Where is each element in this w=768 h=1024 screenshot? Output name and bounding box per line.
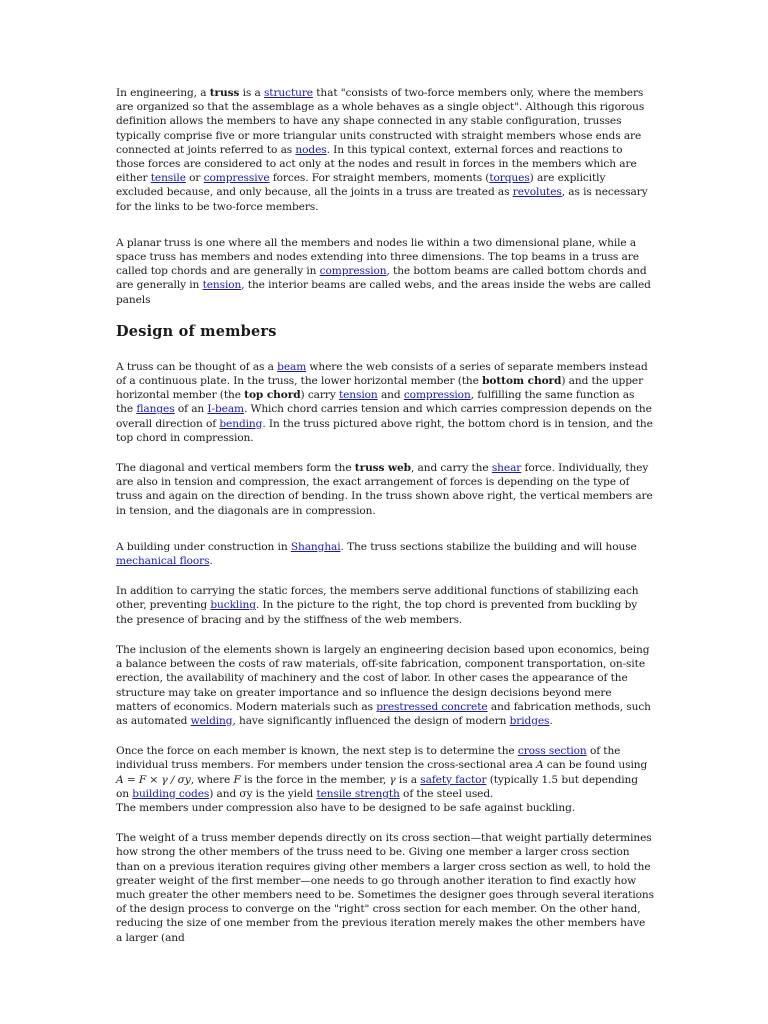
- text: A building under construction in: [116, 540, 291, 553]
- text: of an: [174, 403, 208, 416]
- text: ) and σy is the yield: [209, 787, 317, 800]
- link-flanges[interactable]: flanges: [136, 403, 175, 416]
- link-mechanical-floors[interactable]: mechanical floors: [116, 555, 210, 568]
- text: In addition to carrying the static forces, the members serve additional functions of stabilizing each other, preventing: [116, 585, 639, 612]
- paragraph-truss-definition: [116, 86, 654, 214]
- paragraph-planar-truss: [116, 236, 654, 307]
- section-heading-design-of-members: Design of members: [116, 322, 277, 340]
- link-tensile[interactable]: tensile: [150, 172, 186, 185]
- link-tensile-strength[interactable]: tensile strength: [316, 787, 400, 800]
- paragraph-truss-web: [116, 461, 654, 518]
- text: , the interior beams are called webs, and the areas inside the webs are called panels: [116, 279, 651, 306]
- text: ) carry: [300, 389, 339, 402]
- link-structure[interactable]: structure: [263, 87, 313, 99]
- link-bridges[interactable]: bridges: [509, 714, 550, 727]
- text: , and carry the: [410, 462, 492, 475]
- term-top-chord: top chord: [244, 389, 301, 402]
- link-shanghai[interactable]: Shanghai: [290, 540, 341, 553]
- paragraph-beam-analogy: [116, 360, 654, 445]
- var-f: F: [233, 773, 241, 786]
- paragraph-shanghai-caption: [116, 540, 654, 568]
- text: , as is necessary for the links to be two-force members.: [116, 186, 648, 213]
- text: of the steel used.: [399, 787, 494, 800]
- text: forces. For straight members, moments (: [269, 172, 490, 185]
- term-bottom-chord: bottom chord: [482, 375, 562, 388]
- link-building-codes[interactable]: building codes: [132, 787, 210, 800]
- text: The diagonal and vertical members form the: [116, 462, 355, 475]
- link-torques[interactable]: torques: [489, 172, 530, 185]
- link-shear[interactable]: shear: [491, 462, 522, 475]
- text: . The truss sections stabilize the building and will house: [340, 540, 637, 553]
- text: . Which chord carries tension and which carries compression depends on the overall direction of: [116, 403, 652, 430]
- var-a: A: [535, 759, 544, 772]
- text: , have significantly influenced the design of modern: [232, 714, 510, 727]
- link-revolutes[interactable]: revolutes: [512, 186, 562, 199]
- text: . In this typical context, external forces and reactions to those forces are considered to act only at the nodes and result in forces in the members which are either: [116, 143, 637, 185]
- text: In engineering, a: [116, 87, 210, 99]
- link-bending[interactable]: bending: [219, 417, 263, 430]
- link-compression[interactable]: compression: [319, 265, 387, 278]
- link-buckling[interactable]: buckling: [210, 599, 256, 612]
- link-cross-section[interactable]: cross section: [517, 745, 587, 758]
- link-tension[interactable]: tension: [338, 389, 378, 402]
- text: .: [549, 714, 553, 727]
- text: and: [377, 389, 404, 402]
- term-truss: truss: [209, 87, 240, 99]
- text: , fulfilling the same function as the: [116, 389, 635, 416]
- text: (typically 1.5 but depending on: [116, 773, 638, 800]
- text: Once the force on each member is known, the next step is to determine the: [116, 745, 518, 758]
- link-beam[interactable]: beam: [277, 360, 307, 373]
- link-i-beam[interactable]: I-beam: [207, 403, 244, 416]
- link-welding[interactable]: welding: [190, 714, 233, 727]
- term-truss-web: truss web: [354, 462, 411, 475]
- text: A truss can be thought of as a: [116, 360, 278, 373]
- link-compressive[interactable]: compressive: [203, 172, 270, 185]
- link-tension[interactable]: tension: [202, 279, 242, 292]
- text: can be found using: [543, 759, 648, 772]
- text: The inclusion of the elements shown is largely an engineering decision based upon economics, being a balance between the costs of raw materials, off-site fabrication, component transportation, on-site erection, the availability of machinery and the cost of labor. In other cases the appearance of the structure may take on greater importance and so influence the design decisions beyond mere matters of economics. Modern materials such as: [116, 643, 650, 713]
- paragraph-economics: [116, 643, 654, 728]
- paragraph-cross-section: [116, 744, 654, 815]
- text: is the force in the member,: [240, 773, 390, 786]
- text: of the individual truss members. For members under tension the cross-sectional area: [116, 745, 621, 772]
- text: where the web consists of a series of separate members instead of a continuous plate. In the truss, the lower horizontal member (the: [116, 360, 648, 388]
- formula-area: A = F × γ / σy: [116, 773, 191, 786]
- link-compression[interactable]: compression: [403, 389, 471, 402]
- text: force. Individually, they are also in tension and compression, the exact arrangement of forces is depending on the type of truss and again on the direction of bending. In the truss shown above right, the vertical members are in tension, and the diagonals are in compression.: [116, 462, 653, 517]
- text: ) are explicitly excluded because, and only because, all the joints in a truss are treated as: [116, 172, 606, 199]
- link-prestressed-concrete[interactable]: prestressed concrete: [376, 700, 488, 713]
- text: is a: [239, 87, 264, 99]
- text: The members under compression also have to be designed to be safe against buckling.: [116, 801, 576, 814]
- text: is a: [395, 773, 421, 786]
- text: and fabrication methods, such as automated: [116, 700, 651, 727]
- text: The weight of a truss member depends directly on its cross section—that weight partially determines how strong the other members of the truss need to be. Giving one member a larger cross section than on a previous iteration requires giving other members a larger cross section as well, to hold the greater weight of the first member—one needs to go through another iteration to find exactly how much greater the other members need to be. Sometimes the designer goes through several iterations of the design process to converge on the "right" cross section for each member. On the other hand, reducing the size of one member from the previous iteration merely makes the other members have a larger (and: [116, 832, 654, 944]
- text: or: [185, 172, 204, 185]
- paragraph-weight-iteration: [116, 831, 654, 945]
- text: ) and the upper horizontal member (the: [116, 375, 644, 402]
- text: , the bottom beams are called bottom chords and are generally in: [116, 265, 647, 292]
- text: A planar truss is one where all the members and nodes lie within a two dimensional plane, while a space truss has members and nodes extending into three dimensions. The top beams in a truss are called top chords and are generally in: [116, 236, 639, 278]
- text: that "consists of two-force members only, where the members are organized so that the assemblage as a whole behaves as a single object". Although this rigorous definition allows the members to have any shape connected in any stable configuration, trusses typically comprise five or more triangular units constructed with straight members whose ends are connected at joints referred to as: [116, 87, 645, 156]
- text: . In the picture to the right, the top chord is prevented from buckling by the presence of bracing and by the stiffness of the web members.: [116, 599, 638, 626]
- paragraph-stabilizing: [116, 584, 654, 627]
- var-gamma: γ: [389, 773, 396, 786]
- text: . In the truss pictured above right, the bottom chord is in tension, and the top chord in compression.: [116, 417, 653, 444]
- text: , where: [190, 773, 234, 786]
- text: .: [209, 555, 213, 568]
- link-nodes[interactable]: nodes: [295, 143, 327, 156]
- link-safety-factor[interactable]: safety factor: [420, 773, 487, 786]
